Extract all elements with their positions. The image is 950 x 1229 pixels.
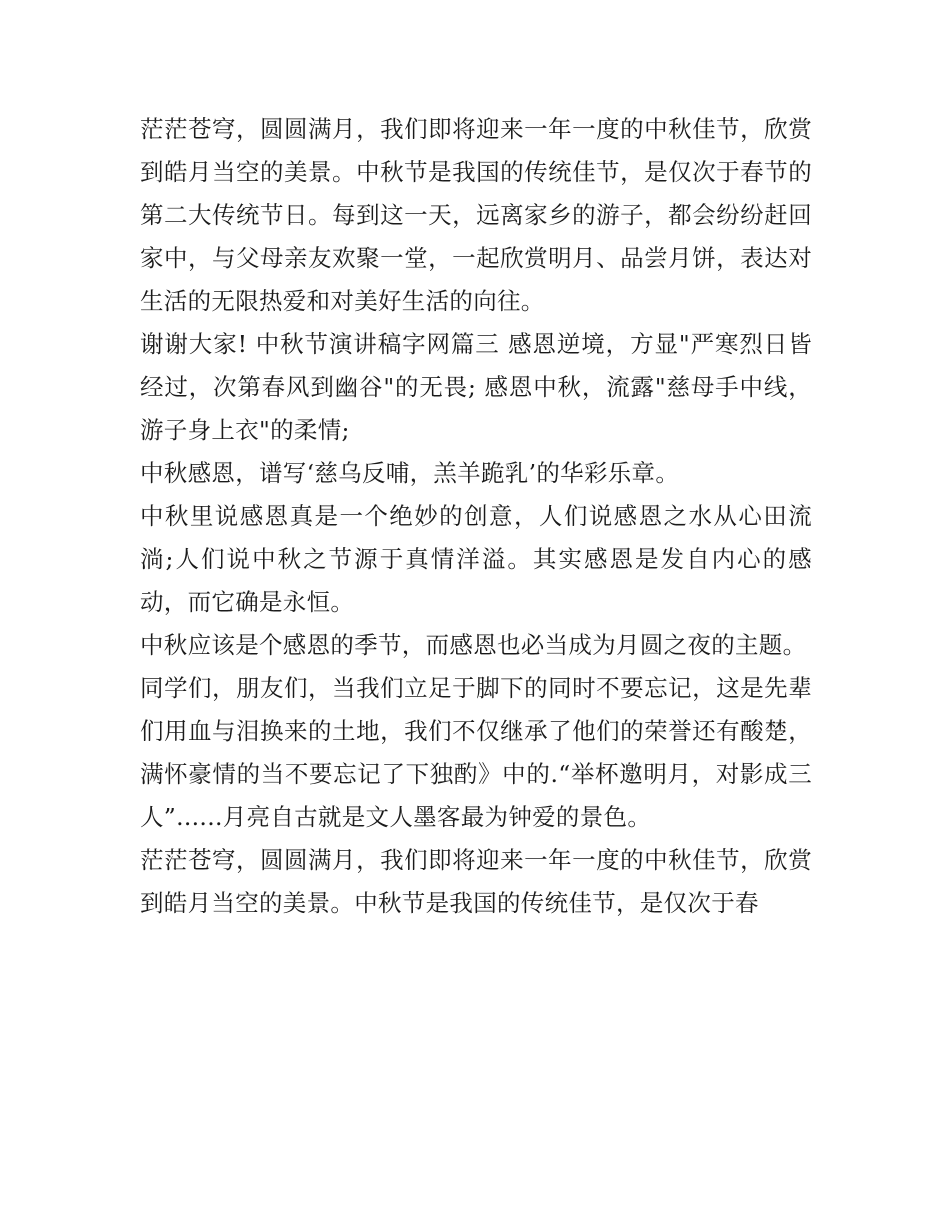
paragraph-3: 中秋感恩，谱写‘慈乌反哺，羔羊跪乳’的华彩乐章。: [140, 459, 680, 487]
paragraph-7: 茫茫苍穹，圆圆满月，我们即将迎来一年一度的中秋佳节，欣赏到皓月当空的美景。中秋节是我国的传统佳节，是仅次于春: [140, 846, 812, 917]
paragraph-5: 中秋应该是个感恩的季节，而感恩也必当成为月圆之夜的主题。: [140, 631, 807, 659]
paragraph-4: 中秋里说感恩真是一个绝妙的创意，人们说感恩之水从心田流淌;人们说中秋之节源于真情洋溢。其实感恩是发自内心的感动，而它确是永恒。: [140, 502, 812, 616]
document-body: [140, 108, 812, 925]
paragraph-6: 同学们，朋友们，当我们立足于脚下的同时不要忘记，这是先辈们用血与泪换来的土地，我们不仅继承了他们的荣誉还有酸楚，满怀豪情的当不要忘记了下独酌》中的.“举杯邀明月，对影成三人”......月亮自古就是文人墨客最为钟爱的景色。: [140, 674, 812, 831]
paragraph-1: 茫茫苍穹，圆圆满月，我们即将迎来一年一度的中秋佳节，欣赏到皓月当空的美景。中秋节是我国的传统佳节，是仅次于春节的第二大传统节日。每到这一天，远离家乡的游子，都会纷纷赶回家中，与父母亲友欢聚一堂，一起欣赏明月、品尝月饼，表达对生活的无限热爱和对美好生活的向往。: [140, 115, 812, 315]
paragraph-2: 谢谢大家! 中秋节演讲稿字网篇三 感恩逆境，方显"严寒烈日皆经过，次第春风到幽谷"的无畏; 感恩中秋，流露"慈母手中线，游子身上衣"的柔情;: [140, 330, 812, 444]
